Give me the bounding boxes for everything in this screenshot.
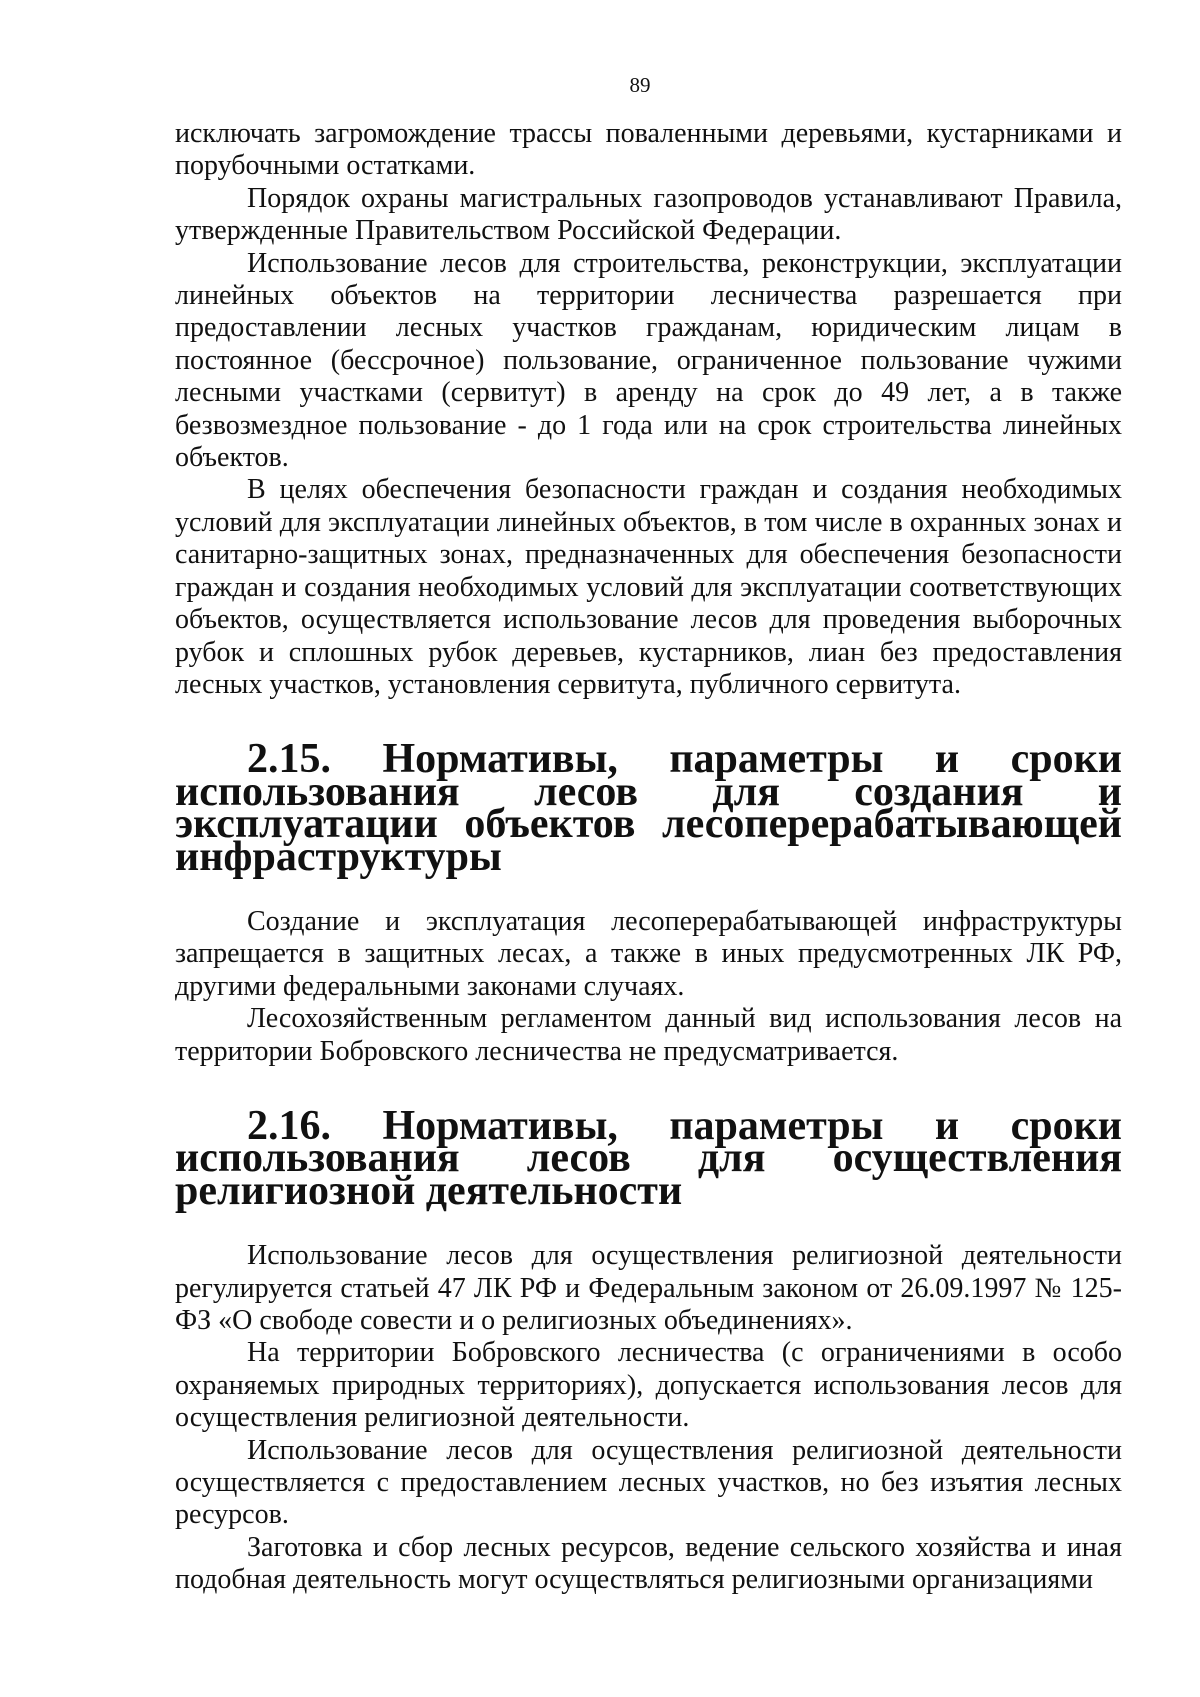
paragraph-religious-resources: Заготовка и сбор лесных ресурсов, ведение сельского хозяйства и иная подобная деятельность могут осуществляться религиозными организациями bbox=[175, 1531, 1122, 1596]
paragraph-continuation: исключать загромождение трассы поваленными деревьями, кустарниками и порубочными остатками. bbox=[175, 118, 1122, 182]
paragraph-religious-regulation: Использование лесов для осуществления религиозной деятельности регулируется статьей 47 ЛК РФ и Федеральным законом от 26.09.1997 № 125-ФЗ «О свободе совести и о религиозных объединениях». bbox=[175, 1240, 1122, 1336]
paragraph-not-provided: Лесохозяйственным регламентом данный вид использования лесов на территории Бобровского лесничества не предусматривается. bbox=[175, 1003, 1122, 1067]
section-heading-2-15: 2.15. Нормативы, параметры и сроки использования лесов для создания и эксплуатации объектов лесоперерабатывающей инфраструктуры bbox=[175, 736, 1122, 880]
paragraph-religious-allowed: На территории Бобровского лесничества (с ограничениями в особо охраняемых природных территориях), допускается использования лесов для осуществления религиозной деятельности. bbox=[175, 1337, 1122, 1434]
paragraph-safety-zones: В целях обеспечения безопасности граждан и создания необходимых условий для эксплуатации линейных объектов, в том числе в охранных зонах и санитарно-защитных зонах, предназначенных для обеспечения безопасности граждан и создания необходимых условий для эксплуатации соответствующих объектов, осуществляется использование лесов для проведения выборочных рубок и сплошных рубок деревьев, кустарников, лиан без предоставления лесных участков, установления сервитута, публичного сервитута. bbox=[175, 474, 1122, 700]
paragraph-religious-no-withdrawal: Использование лесов для осуществления религиозной деятельности осуществляется с предоставлением лесных участков, но без изъятия лесных ресурсов. bbox=[175, 1434, 1122, 1531]
page-number: 89 bbox=[629, 73, 651, 97]
paragraph-infrastructure-prohibition: Создание и эксплуатация лесоперерабатывающей инфраструктуры запрещается в защитных лесах, а также в иных предусмотренных ЛК РФ, другими федеральными законами случаях. bbox=[175, 905, 1122, 1002]
section-heading-2-16: 2.16. Нормативы, параметры и сроки использования лесов для осуществления религиозной деятельности bbox=[175, 1102, 1122, 1214]
paragraph-linear-objects-use: Использование лесов для строительства, реконструкции, эксплуатации линейных объектов на территории лесничества разрешается при предоставлении лесных участков гражданам, юридическим лицам в постоянное (бессрочное) пользование, ограниченное пользование чужими лесными участками (сервитут) в аренду на срок до 49 лет, а в также безвозмездное пользование - до 1 года или на срок строительства линейных объектов. bbox=[175, 247, 1122, 474]
paragraph-gas-pipeline-rules: Порядок охраны магистральных газопроводов устанавливают Правила, утвержденные Правительством Российской Федерации. bbox=[175, 182, 1122, 247]
document-body bbox=[175, 118, 1122, 1597]
